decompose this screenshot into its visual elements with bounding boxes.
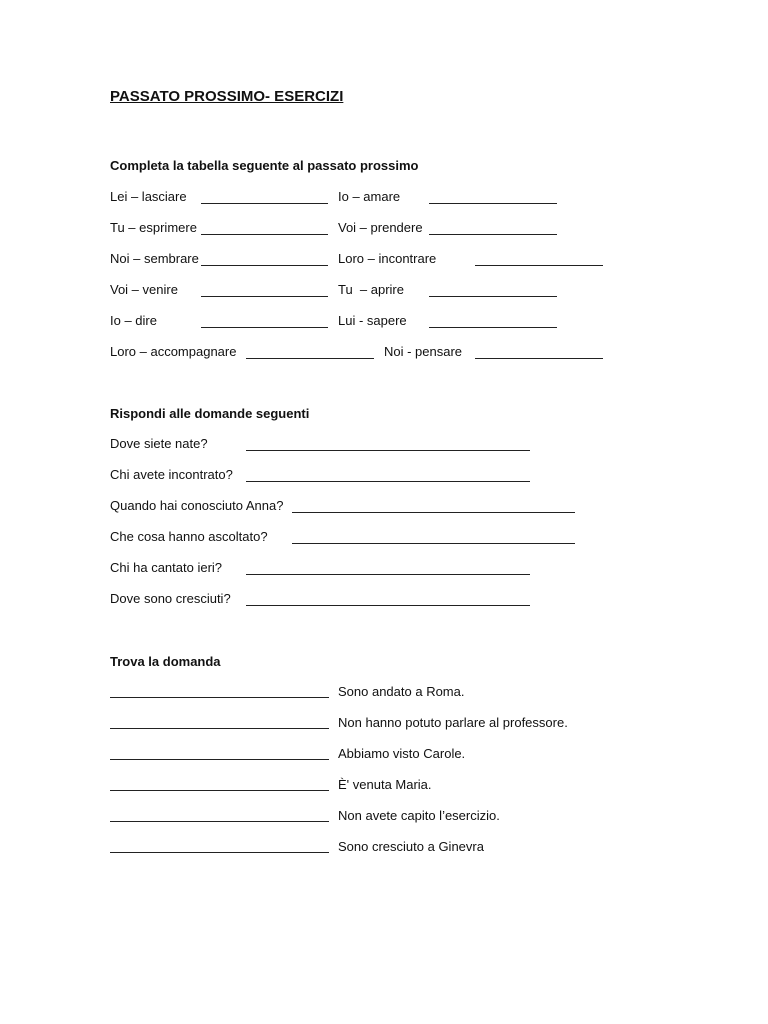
verb-prompt: Io – amare <box>338 189 401 204</box>
answer-sentence: Sono cresciuto a Ginevra <box>338 839 484 854</box>
answer-blank <box>246 605 530 606</box>
answer-blank <box>429 296 557 297</box>
verb-prompt: Tu – esprimere <box>110 220 197 235</box>
answer-blank <box>201 265 328 266</box>
answer-blank <box>429 203 557 204</box>
section-heading-complete-table: Completa la tabella seguente al passato prossimo <box>110 158 419 173</box>
answer-sentence: Non hanno potuto parlare al professore. <box>338 715 568 730</box>
verb-prompt: Tu – aprire <box>338 282 404 297</box>
answer-sentence: Abbiamo visto Carole. <box>338 746 466 761</box>
answer-sentence: Non avete capito l’esercizio. <box>338 808 500 823</box>
answer-blank <box>246 450 530 451</box>
page-title: PASSATO PROSSIMO- ESERCIZI <box>110 88 344 105</box>
verb-prompt: Loro – accompagnare <box>110 344 237 359</box>
answer-sentence: È' venuta Maria. <box>338 777 432 792</box>
question-blank <box>110 728 329 729</box>
verb-prompt: Voi – venire <box>110 282 178 297</box>
verb-prompt: Lei – lasciare <box>110 189 187 204</box>
answer-blank <box>201 296 328 297</box>
answer-blank <box>429 234 557 235</box>
answer-blank <box>429 327 557 328</box>
section-heading-answer-questions: Rispondi alle domande seguenti <box>110 406 310 421</box>
question-blank <box>110 697 329 698</box>
answer-blank <box>201 203 328 204</box>
question-text: Dove sono cresciuti? <box>110 591 231 606</box>
answer-blank <box>246 481 530 482</box>
question-blank <box>110 790 329 791</box>
verb-prompt: Lui - sapere <box>338 313 407 328</box>
answer-blank <box>292 543 575 544</box>
question-text: Dove siete nate? <box>110 436 208 451</box>
question-blank <box>110 821 329 822</box>
question-blank <box>110 852 329 853</box>
answer-blank <box>292 512 575 513</box>
answer-blank <box>246 358 374 359</box>
verb-prompt: Loro – incontrare <box>338 251 437 266</box>
answer-blank <box>201 327 328 328</box>
verb-prompt: Voi – prendere <box>338 220 423 235</box>
question-text: Che cosa hanno ascoltato? <box>110 529 268 544</box>
question-text: Chi ha cantato ieri? <box>110 560 223 575</box>
verb-prompt: Noi - pensare <box>384 344 463 359</box>
answer-blank <box>201 234 328 235</box>
verb-prompt: Noi – sembrare <box>110 251 199 266</box>
answer-blank <box>475 265 603 266</box>
section-heading-find-question: Trova la domanda <box>110 654 221 669</box>
verb-prompt: Io – dire <box>110 313 157 328</box>
answer-blank <box>246 574 530 575</box>
answer-blank <box>475 358 603 359</box>
question-text: Chi avete incontrato? <box>110 467 233 482</box>
question-blank <box>110 759 329 760</box>
answer-sentence: Sono andato a Roma. <box>338 684 465 699</box>
question-text: Quando hai conosciuto Anna? <box>110 498 284 513</box>
